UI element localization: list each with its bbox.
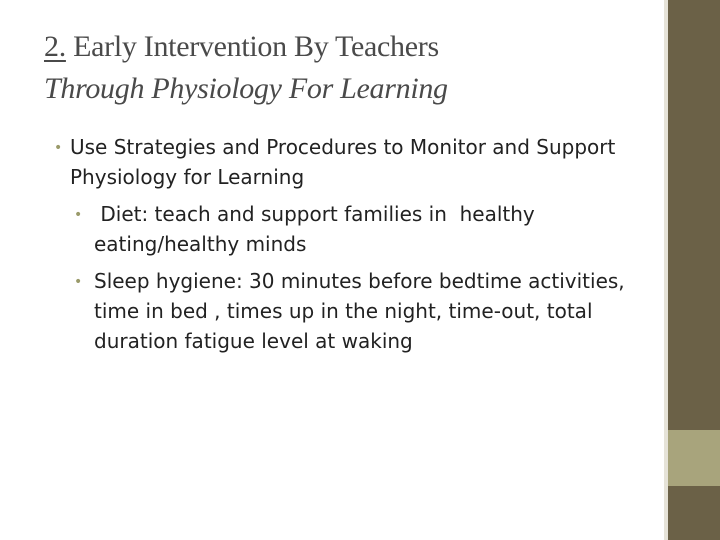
slide-title — [44, 26, 644, 110]
bullet-level-2 — [54, 199, 644, 259]
decorative-band-bottom — [668, 486, 720, 540]
title-line-2: Through Physiology For Learning — [44, 72, 448, 105]
bullet-level-1 — [54, 132, 644, 192]
bullet-marker: • — [54, 140, 63, 156]
bullet-text: Sleep hygiene: 30 minutes before bedtime activities, time in bed , times up in the night, time-out, total duration fatigue level at waking — [94, 269, 625, 353]
bullet-marker: • — [74, 207, 83, 223]
decorative-band-dark — [668, 0, 720, 430]
bullet-marker: • — [74, 274, 83, 290]
bullet-level-2 — [54, 266, 644, 356]
title-number: 2. — [44, 30, 66, 63]
bullet-text: Diet: teach and support families in healthy eating/healthy minds — [94, 202, 542, 256]
title-line-1: Early Intervention By Teachers — [65, 30, 439, 63]
slide-body — [54, 132, 644, 356]
decorative-band-light — [668, 430, 720, 486]
bullet-text: Use Strategies and Procedures to Monitor and Support Physiology for Learning — [70, 135, 616, 189]
